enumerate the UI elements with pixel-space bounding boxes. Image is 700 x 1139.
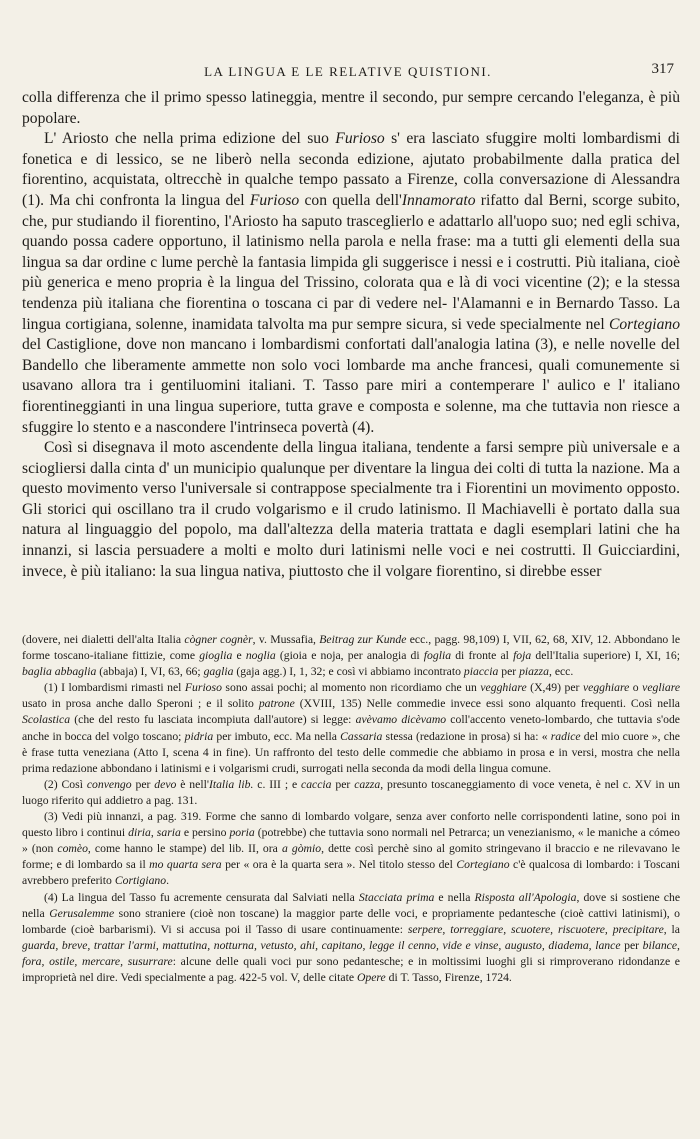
text-run: usato in prosa anche dallo Speroni ; e il solito [22, 697, 259, 711]
text-run: rifatto dal Berni, scorge subito, che, pur studiando il fiorentino, l'Ariosto ha saputo trasceglierlo e adattarlo all'uopo suo; ned egli schiva, quando possa cadere opportuno, il latinismo nella parola e nella frase: ma a tutti gli elementi della sua lingua sa dar ordine c lume perchè la fantasia limpida gli suggerisce i nessi e i costrutti. Più italiana, cioè più generica e meno propria è la lingua del Trissino, colorata qua e là di voci vicentine (2); e la stessa tendenza più italiana che fiorentina o toscana ci par di vedere nel- l'Alamanni e in Bernardo Tasso. La lingua cortigiana, solenne, inamidata talvolta ma pur sempre sicura, si vede specialmente nel [22, 191, 680, 333]
italic-run: Furioso [184, 681, 222, 695]
text-run: per « ora è la quarta sera ». Nel titolo stesso del [221, 858, 457, 872]
text-run: (che del resto fu lasciata incompiuta dall'autore) si legge: [70, 713, 356, 727]
italic-run: radice [550, 729, 581, 743]
italic-run: a gòmio [281, 842, 322, 856]
text-run: s' era lasciato sfuggire molti lombardismi di fonetica e di lessico, se ne liberò nella seconda edizione, ajutato probabilmente dalla pratica del fiorentino, acquistata, oltrecchè in qualche tempo passato a Firenze, colla conversazione di Alessandra (1). Ma chi confronta la lingua del [22, 130, 680, 209]
footnote-continuation [22, 632, 680, 680]
text-run: , dette così perchè sino al gomito stringevano il braccio e ne rilevavano le forme; e di lombardo sa il [22, 842, 680, 872]
italic-run: baglia abbaglia [22, 665, 97, 679]
italic-run: diria [128, 826, 151, 840]
text-run: ecc., pagg. 98,109) I, VII, 62, 68, XIV, 12. Abbondano le forme toscano-italiane fittizie, come [22, 633, 681, 663]
italic-run: vegliare [642, 681, 681, 695]
text-run: (XVIII, 135) Nelle commedie invece essi sono alquanto frequenti. Così nella [294, 697, 680, 711]
italic-run: devo [154, 777, 177, 791]
italic-run: piazza [519, 665, 549, 679]
text-run: o [629, 681, 643, 695]
text-run: : alcune delle quali voci pur sono pedantesche; e in moltissimi luoghi gli si rimproverano ridondanze e improprietà nel dire. Vedi specialmente a pag. 422-5 vol. V, delle citate [22, 954, 680, 984]
page-number: 317 [651, 61, 674, 77]
italic-run: Cortegiano [608, 315, 680, 333]
text-run: (abbaja) I, VI, 63, 66; [96, 665, 204, 679]
italic-run: noglia [245, 649, 276, 663]
text-run: sono straniere (cioè non toscane) la maggior parte delle voci, e propriamente pedantesche (cioè cattivi latinismi), o lombarde (cioè barbarismi). Vi si accusa poi il Tasso di usare continuamente: [22, 906, 680, 936]
text-run: , v. Mussafia, [252, 633, 320, 646]
text-run: con quella dell' [299, 191, 402, 209]
text-run: L' Ariosto che nella prima edizione del suo [44, 130, 336, 148]
text-run: . [166, 874, 170, 888]
italic-run: caccia [301, 777, 332, 791]
text-run: del Castiglione, dove non mancano i lombardismi confortati dall'analogia latina (3), e nelle novelle del Bandello che liberamente ammette non solo voci lombarde ma anche francesi, quali comunemente si usavano allora tra i gentiluomini italiani. T. Tasso pare miri a contemperare l' aulico e l' italiano fiorentineggianti in una lingua superiore, tutta grave e composta e solenne, ma che tuttavia non riesce a sfuggire lo stento e a nascondere l'intrinseca povertà (4). [22, 336, 680, 436]
italic-run: vegghiare [480, 681, 527, 695]
footnotes [22, 632, 680, 986]
text-run: c'è qualcosa di lombardo: i Toscani avrebbero preferito [22, 858, 680, 888]
italic-run: Stacciata prima [358, 890, 435, 904]
italic-run: Risposta all'Apologia [474, 890, 577, 904]
text-run: del mio cuore », che è frase tutta veneziana (Atto I, scena 4 in fine). Un raffronto del testo delle commedie che abbiamo in prosa e in versi, mostra che nella prima redazione abbondano i latinismi e i volgarismi crudi, surrogati nella seconda da modi della lingua comune. [22, 729, 680, 775]
italic-run: cògner cognèr [184, 633, 253, 646]
text-run: (3) Vedi più innanzi, a pag. 319. Forme che sanno di lombardo volgare, senza aver conforto nelle corrispondenti latine, sono poi in questo libro i continui [22, 810, 680, 840]
italic-run: Furioso [249, 191, 300, 209]
text-run: , ecc. [548, 665, 574, 679]
main-text [22, 88, 680, 582]
italic-run: comèo [57, 842, 88, 856]
italic-run: Cortigiano [114, 874, 167, 888]
italic-run: gioglia [199, 649, 233, 663]
text-run: (X,49) per [526, 681, 583, 695]
text-run: (2) Così [44, 777, 87, 791]
text-run: c. III ; e [253, 777, 302, 791]
running-head [22, 61, 674, 84]
text-run: per imbuto, ecc. Ma nella [213, 729, 341, 743]
italic-run: Furioso [335, 130, 385, 148]
text-run: sono assai pochi; al momento non ricordiamo che un [221, 681, 481, 695]
text-run: dell'Italia superiore) I, XI, 16; [531, 649, 680, 663]
footnote-2 [22, 777, 680, 809]
italic-run: Cortegiano [456, 858, 510, 872]
text-run: per [498, 665, 520, 679]
text-run: (potrebbe) che tuttavia sono normali nel Petrarca; un venezianismo, « le maniche a cómeo » (non [22, 826, 681, 856]
paragraph-3: Così si disegnava il moto ascendente della lingua italiana, tendente a farsi sempre più universale e a sciogliersi dalla cinta d' un municipio qualunque per diventare la lingua dei colti di tutta la nazione. Ma a questo movimento verso l'universale si contrappose specialmente tra i Fiorentini un movimento opposto. Gli storici qui oscillano tra il crudo volgarismo e il crudo latinismo. Il Machiavelli è portato dalla sua natura al linguaggio del popolo, ma dall'altezza della materia trattata e dagli esemplari latini che ha innanzi, si lascia persuadere a molti e molto duri latinismi nelle voci e nei costrutti. Il Guicciardini, invece, è più italiano: la sua lingua nativa, piuttosto che il volgare fiorentino, si direbbe esser [22, 439, 680, 580]
italic-run: foglia [423, 649, 452, 663]
text-run: e [232, 649, 246, 663]
text-run: (gioia e noja, per analogia di [275, 649, 424, 663]
text-run: coll'accento veneto-lombardo, che tuttavia s'ode anche in bocca del volgo toscano; [22, 713, 680, 743]
italic-run: poria [229, 826, 255, 840]
italic-run: bilance, fora, ostile, mercare, susurrare [22, 938, 680, 968]
text-run: per [331, 777, 355, 791]
italic-run: serpere, torreggiare, scuotere, riscuotere, precipitare [407, 922, 664, 936]
italic-run: pidria [184, 729, 214, 743]
italic-run: cazza [354, 777, 381, 791]
text-run: , come hanno le stampe) del lib. II, ora [87, 842, 282, 856]
italic-run: piaccia [463, 665, 499, 679]
italic-run: foja [513, 649, 532, 663]
text-run: , la [663, 922, 680, 936]
paragraph-1: colla differenza che il primo spesso latineggia, mentre il secondo, pur sempre cercando l'eleganza, è più popolare. [22, 89, 680, 127]
italic-run: Opere [356, 970, 386, 984]
italic-run: avèvamo dicèvamo [355, 713, 447, 727]
italic-run: saria [156, 826, 181, 840]
text-run: (gaja agg.) I, 1, 32; e così vi abbiamo incontrato [233, 665, 464, 679]
italic-run: Innamorato [401, 191, 476, 209]
text-run: (dovere, nei dialetti dell'alta Italia [22, 633, 185, 646]
italic-run: mo quarta sera [149, 858, 222, 872]
italic-run: Gerusalemme [49, 906, 115, 920]
text-run: stessa (redazione in prosa) si ha: « [382, 729, 551, 743]
text-run: di T. Tasso, Firenze, 1724. [385, 970, 512, 984]
footnote-4 [22, 890, 680, 987]
running-head-title: LA LINGUA E LE RELATIVE QUISTIONI. [204, 64, 492, 79]
text-run: , dove si sostiene che nella [22, 890, 681, 920]
italic-run: gaglia [203, 665, 234, 679]
text-run: di fronte al [451, 649, 514, 663]
text-run: , [150, 826, 157, 840]
footnote-3 [22, 809, 680, 889]
text-run: e nella [434, 890, 475, 904]
italic-run: guarda, breve, trattar l'armi, mattutina, notturna, vetusto, ahi, capitano, legge il cenno, vide e vinse, augusto, diadema, lance [22, 938, 621, 952]
italic-run: Cassaria [340, 729, 383, 743]
text-run: (4) La lingua del Tasso fu acremente censurata dal Salviati nella [44, 890, 359, 904]
italic-run: vegghiare [582, 681, 630, 695]
footnote-1 [22, 680, 680, 777]
text-run: (1) I lombardismi rimasti nel [44, 681, 185, 695]
text-run: è nell' [176, 777, 209, 791]
paragraph-2 [22, 129, 680, 438]
text-run: e persino [180, 826, 230, 840]
italic-run: Italia lib. [208, 777, 254, 791]
italic-run: convengo [86, 777, 132, 791]
text-run: , presunto toscaneggiamento di voce veneta, è nel c. XV in un luogo riferito qui addietro a pag. 131. [22, 777, 680, 807]
italic-run: patrone [258, 697, 295, 711]
italic-run: Beitrag zur Kunde [319, 633, 407, 646]
text-run: per [620, 938, 643, 952]
text-run: per [131, 777, 155, 791]
italic-run: Scolastica [22, 713, 71, 727]
